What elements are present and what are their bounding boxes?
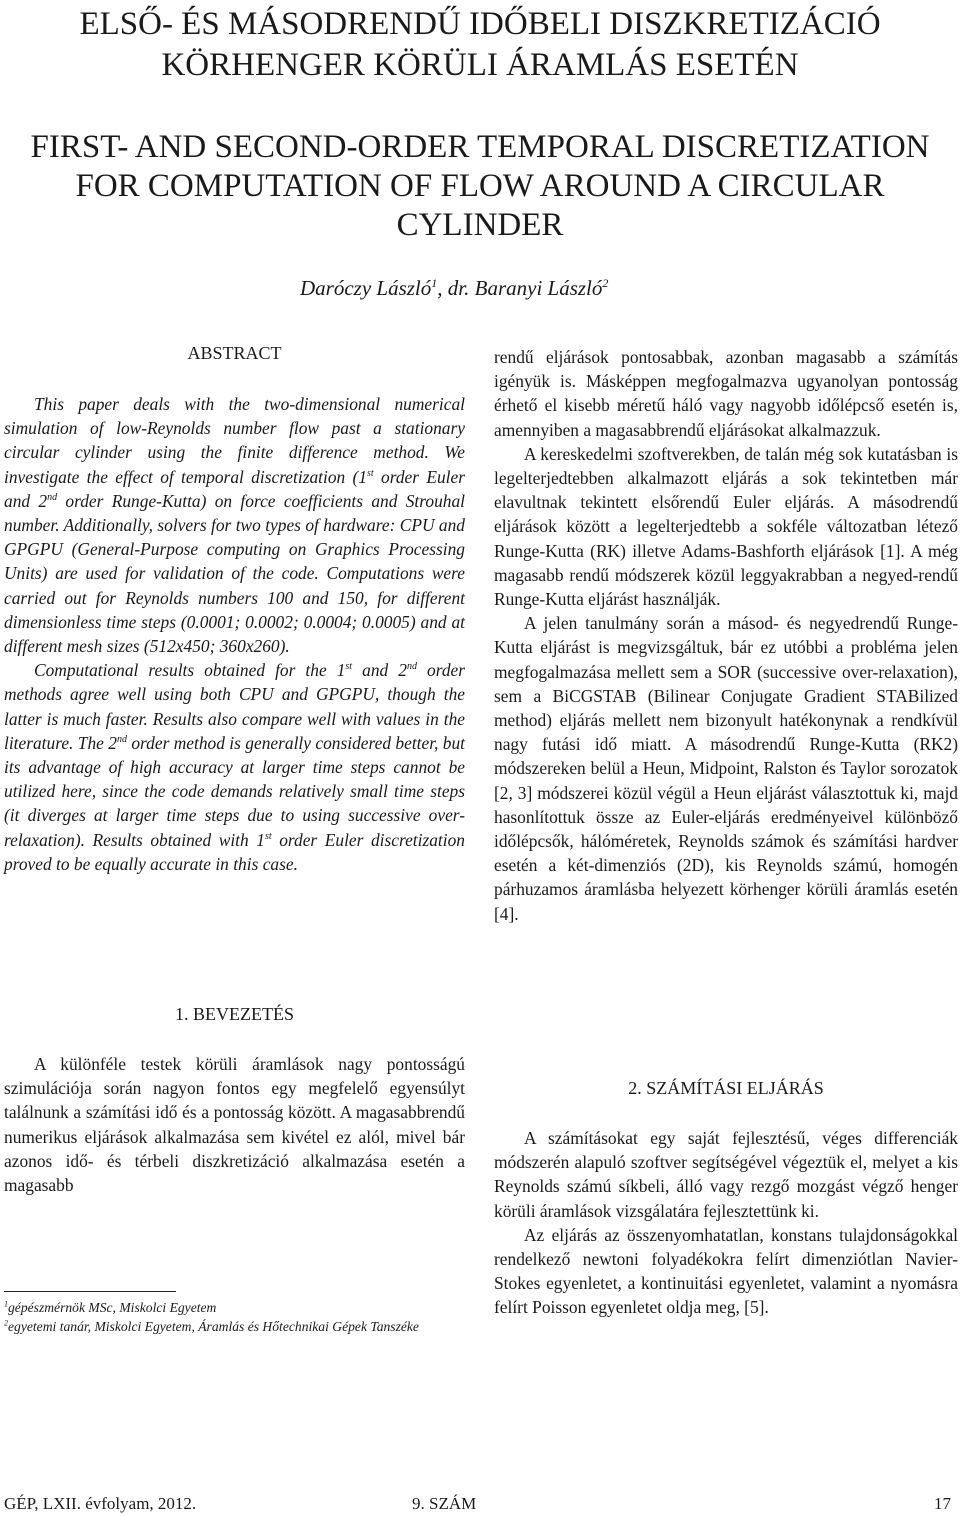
author-name: Baranyi László: [474, 276, 603, 300]
title-hungarian: [0, 4, 960, 86]
section-heading: 2. SZÁMÍTÁSI ELJÁRÁS: [628, 1078, 824, 1098]
footer-journal: GÉP, LXII. évfolyam, 2012.: [4, 1494, 197, 1513]
affiliation-mark: 1: [431, 276, 438, 290]
body-paragraph: A jelen tanulmány során a másod- és negyedrendű Runge-Kutta eljárást is megvizsgáltuk, bár ez utóbbi a probléma jelen megfogalmazása mellett sem a SOR (successive over-relaxation), sem a BiCGSTAB (Bilinear Conjugate Gradient STABilized method) eljárás mellett nem bizonyult hatékonynak a rendkívül nagy futási idő miatt. A másodrendű Runge-Kutta (RK2) módszereken belül a Heun, Midpoint, Ralston és Taylor sorozatok [2, 3] módszerei közül végül a Heun eljárást választottuk ki, majd hasonlítottuk össze az Euler-eljárás eredményeivel különböző időlépcsők, hálóméretek, Reynolds számok és számítási hardver esetén a két-dimenziós (2D), kis Reynolds számú, homogén párhuzamos áramlásba helyezett körhenger körüli áramlás esetén [4].: [494, 613, 958, 924]
abstract-paragraph: Computational results obtained for the 1st and 2nd order methods agree well using both CPU and GPGPU, though the latter is much faster. Results also compare well with values in the literature. The 2nd order method is generally considered better, but its advantage of high accuracy at larger time steps cannot be utilized here, since the code demands relatively small time steps (it diverges at larger time steps due to using successive over-relaxation). Results obtained with 1st order Euler discretization proved to be equally accurate in this case.: [4, 660, 465, 874]
body-paragraph: A kereskedelmi szoftverekben, de talán még sok kutatásban is legelterjedtebben alkalmazott eljárás a sok tekintetben már elavultnak tekintett elsőrendű Euler eljárás. A másodrendű eljárások között a legelterjedtebb a sokféle változatban létező Runge-Kutta (RK) illetve Adams-Bashforth eljárások [1]. A még magasabb rendű módszerek közül leggyakrabban a negyed-rendű Runge-Kutta eljárást használják.: [494, 443, 958, 610]
footnote-divider: [4, 1291, 176, 1292]
section-body: [494, 1126, 958, 1320]
footnote: $^2$egyetemi tanár, Miskolci Egyetem, Áramlás és Hőtechnikai Gépek Tanszéke: [4, 1318, 419, 1334]
section-heading: 1. BEVEZETÉS: [175, 1004, 294, 1024]
affiliation-mark: 2: [602, 276, 609, 290]
title-hungarian-line: KÖRHENGER KÖRÜLI ÁRAMLÁS ESETÉN: [161, 47, 799, 83]
footer-issue: 9. SZÁM: [412, 1494, 477, 1513]
body-paragraph: A különféle testek körüli áramlások nagy pontosságú szimulációja során nagyon fontos egy megfelelő egyensúlyt találnunk a számítási idő és a pontosság között. A magasabbrendű numerikus eljárások alkalmazása sem kivétel ez alól, mivel bár azonos idő- és térbeli diszkretizáció alkalmazása esetén a magasabb: [4, 1054, 465, 1196]
footnotes: [4, 1298, 465, 1336]
title-english-line: FOR COMPUTATION OF FLOW AROUND A CIRCULAR: [75, 168, 885, 204]
title-english: [0, 128, 960, 245]
abstract-heading: ABSTRACT: [187, 343, 282, 363]
title-english-line: CYLINDER: [396, 207, 564, 243]
body-paragraph: Az eljárás az összenyomhatatlan, konstans tulajdonságokkal rendelkező newtoni folyadékokra felírt dimenziótlan Navier-Stokes egyenletet, a kontinuitási egyenletet, valamint a nyomásra felírt Poisson egyenletet oldja meg, [5].: [494, 1224, 958, 1318]
page-number: 17: [934, 1494, 951, 1513]
abstract-body: [4, 392, 465, 876]
author-name: Daróczy László: [300, 276, 432, 300]
body-paragraph: A számításokat egy saját fejlesztésű, véges differenciák módszerén alapuló szoftver segítségével végeztük el, melyet a kis Reynolds számú síkbeli, álló vagy rezgő mozgást végző henger körüli áramlások vizsgálatára fejlesztettünk ki.: [494, 1128, 958, 1221]
authors: [300, 276, 608, 301]
footnote: $^1$gépészmérnök MSc, Miskolci Egyetem: [4, 1299, 217, 1315]
right-column-body: [494, 345, 958, 926]
author-separator: , dr.: [437, 276, 475, 300]
title-hungarian-line: ELSŐ- ÉS MÁSODRENDŰ IDŐBELI DISZKRETIZÁCIÓ: [79, 6, 881, 42]
body-paragraph: rendű eljárások pontosabbak, azonban magasabb a számítás igényük is. Másképpen megfogalmazva ugyanolyan pontosság érhető el kisebb méretű háló vagy nagyobb időlépcső esetén is, amennyiben a magasabbrendű eljárásokat alkalmazzuk.: [494, 347, 958, 440]
section-body: [4, 1052, 465, 1197]
abstract-paragraph: This paper deals with the two-dimensional numerical simulation of low-Reynolds number flow past a stationary circular cylinder using the finite difference method. We investigate the effect of temporal discretization (1st order Euler and 2nd order Runge-Kutta) on force coefficients and Strouhal number. Additionally, solvers for two types of hardware: CPU and GPGPU (General-Purpose computing on Graphics Processing Units) are used for validation of the code. Computations were carried out for Reynolds numbers 100 and 150, for different dimensionless time steps (0.0001; 0.0002; 0.0004; 0.0005) and at different mesh sizes (512x450; 360x260).: [4, 394, 465, 657]
title-english-line: FIRST- AND SECOND-ORDER TEMPORAL DISCRETIZATION: [30, 129, 930, 165]
